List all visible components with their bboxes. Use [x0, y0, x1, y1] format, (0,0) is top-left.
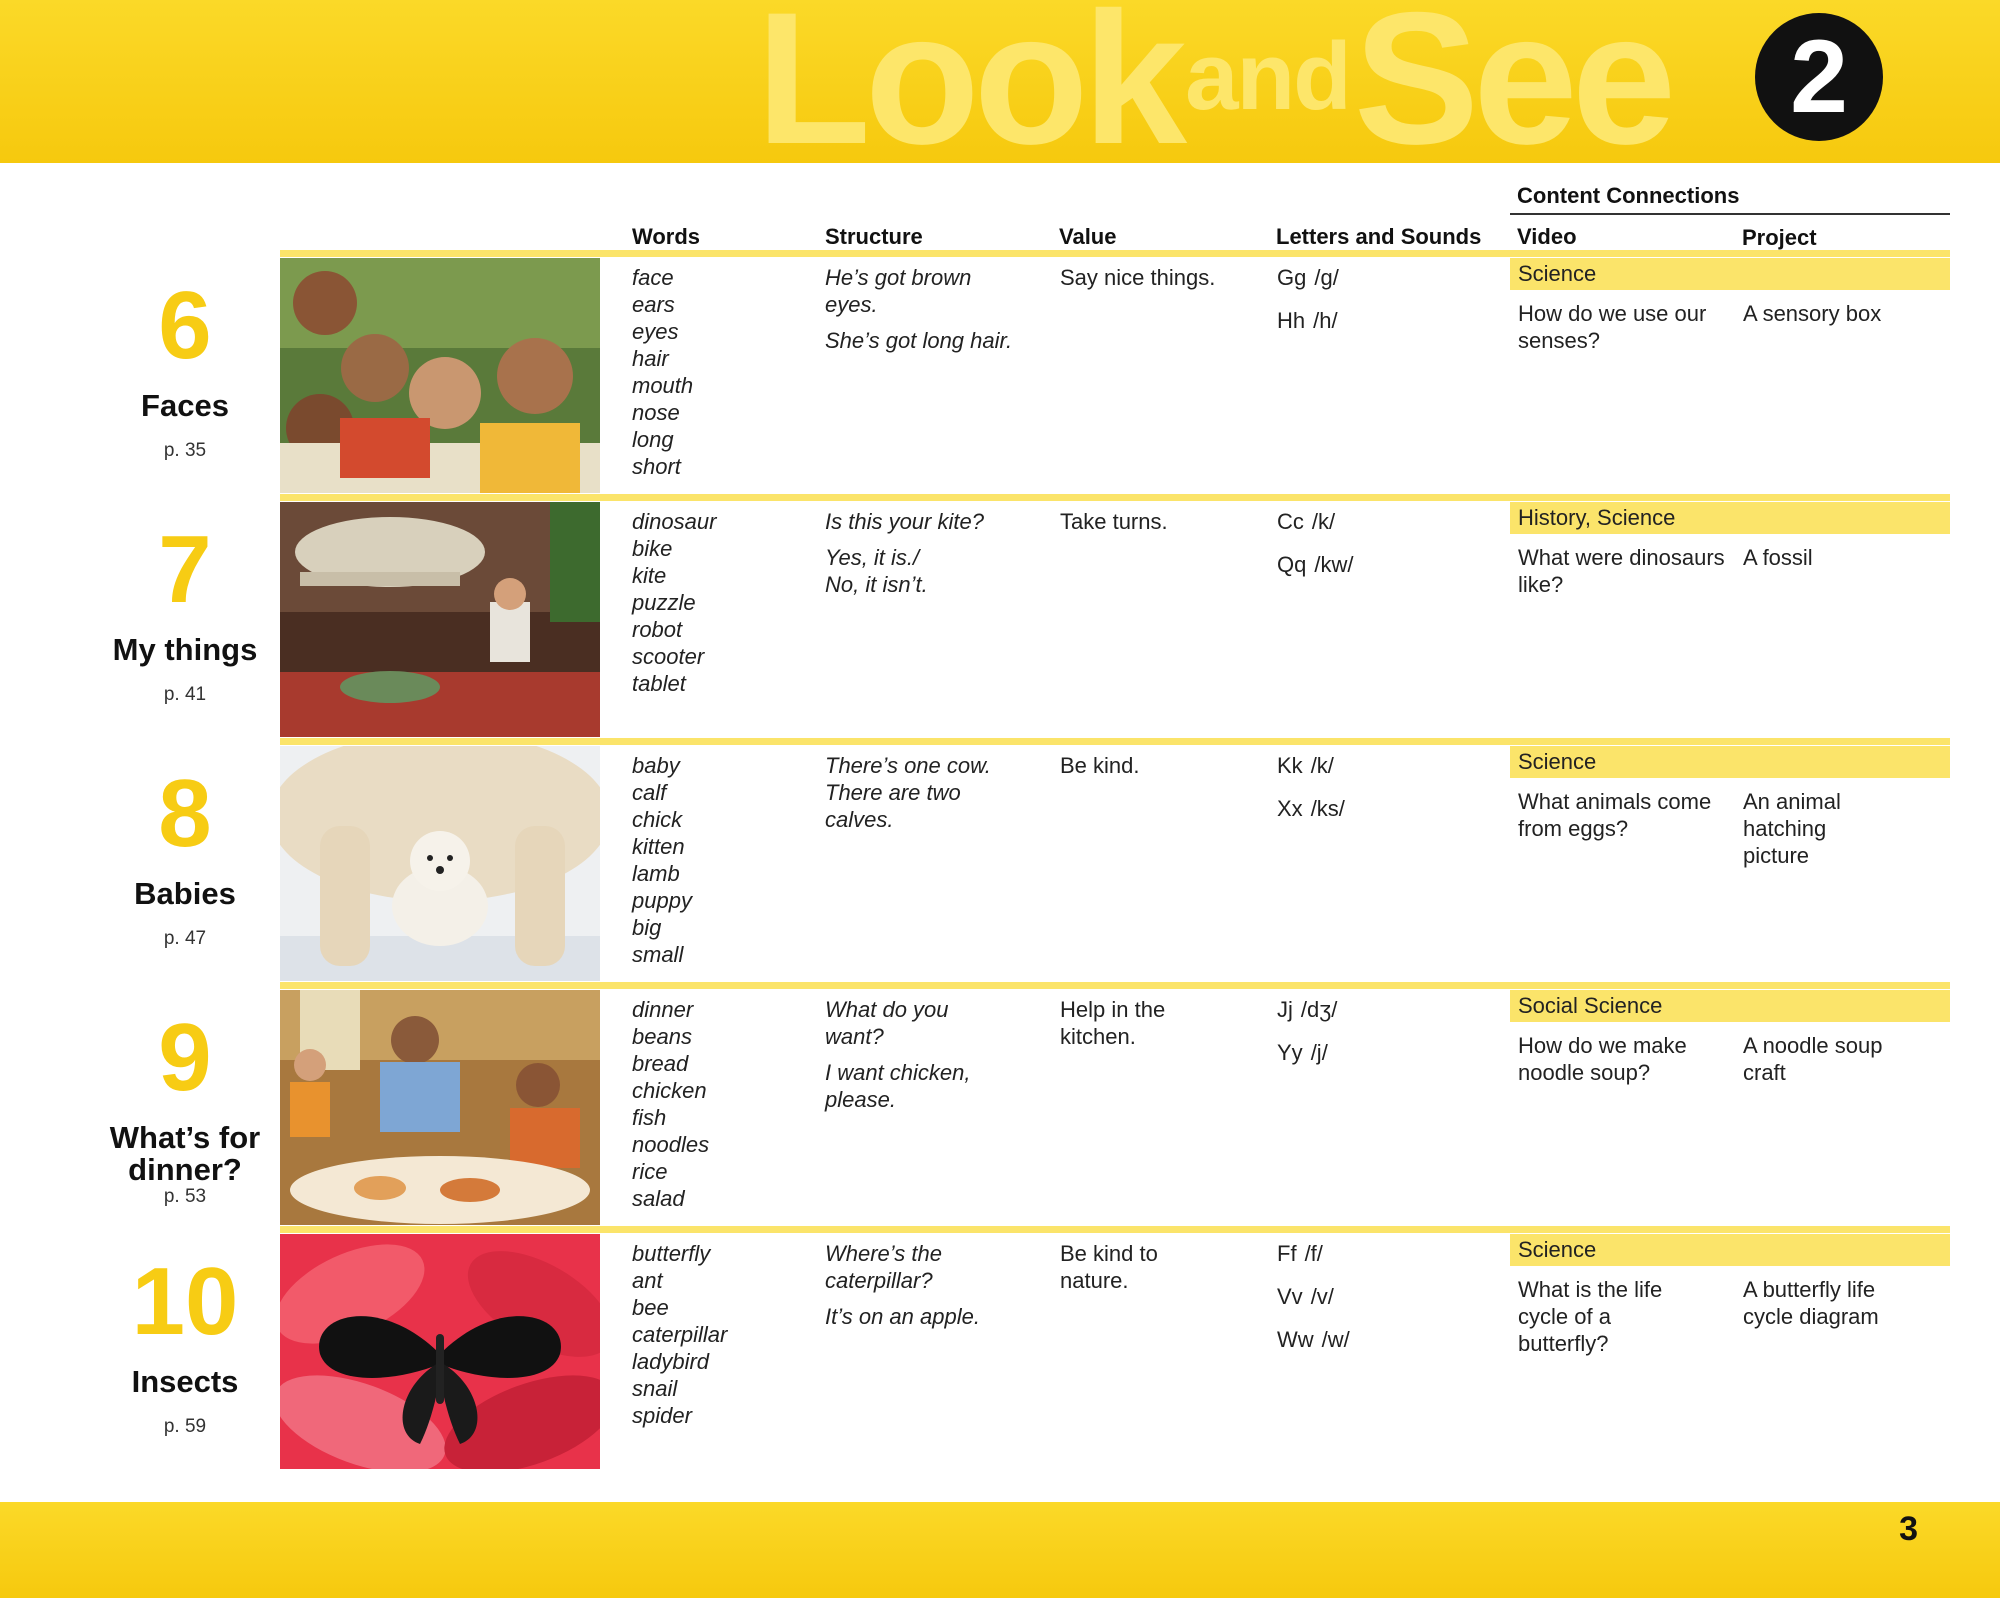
word: puzzle	[632, 590, 696, 615]
words-list	[632, 752, 692, 968]
value-header: Value	[1059, 224, 1117, 249]
structure-line: Yes, it is./ No, it isn’t.	[825, 545, 928, 597]
word: ant	[632, 1268, 663, 1293]
word: lamb	[632, 861, 680, 886]
row-divider	[280, 250, 1950, 257]
unit-photo-my-things	[280, 502, 600, 737]
project-header: Project	[1742, 225, 1817, 250]
unit-title: Faces	[141, 388, 229, 423]
subject-tag: History, Science	[1510, 502, 1950, 534]
word: kitten	[632, 834, 685, 859]
letter-sound: Gg /g/	[1277, 265, 1339, 290]
unit-title: Babies	[134, 876, 236, 911]
letter-sound: Ww /w/	[1277, 1327, 1350, 1352]
word: tablet	[632, 671, 686, 696]
word: fish	[632, 1105, 667, 1130]
page-number: 3	[1899, 1510, 1918, 1548]
letter-sound: Cc /k/	[1277, 509, 1336, 534]
letter-sound: Kk /k/	[1277, 753, 1334, 778]
video-question: What animals come from eggs?	[1518, 789, 1712, 841]
unit-number: 9	[158, 1004, 212, 1111]
words-header: Words	[632, 224, 701, 249]
letter-sound: Hh /h/	[1277, 308, 1338, 333]
word: nose	[632, 400, 680, 425]
structure-line: It’s on an apple.	[825, 1304, 980, 1329]
video-question: What is the life cycle of a butterfly?	[1518, 1277, 1663, 1356]
footer-band	[0, 1502, 2000, 1598]
unit-page: p. 35	[163, 440, 207, 461]
word: scooter	[632, 644, 705, 669]
words-list	[632, 264, 693, 480]
unit-number: 10	[131, 1248, 239, 1355]
unit-row-10	[0, 1234, 2000, 1478]
word: long	[632, 427, 674, 452]
unit-row-8	[0, 746, 2000, 990]
structure-text	[825, 996, 1025, 1122]
word: chick	[632, 807, 683, 832]
project-text: A fossil	[1743, 545, 1813, 570]
subject-tag: Science	[1510, 258, 1950, 290]
word: rice	[632, 1159, 668, 1184]
structure-line: There’s one cow. There are two calves.	[825, 753, 991, 832]
word: snail	[632, 1376, 678, 1401]
word: calf	[632, 780, 667, 805]
content-connections-header: Content Connections	[1517, 183, 1740, 208]
content-connections-rule	[1510, 213, 1950, 215]
project-text: An animal hatching picture	[1743, 789, 1841, 868]
video-question: How do we make noodle soup?	[1518, 1033, 1687, 1085]
video-question: How do we use our senses?	[1518, 301, 1707, 353]
level-badge: 2	[1755, 13, 1883, 141]
structure-text	[825, 508, 1025, 607]
unit-photo-dinner	[280, 990, 600, 1225]
unit-title: What’s for dinner?	[109, 1120, 261, 1187]
title-see: See	[1353, 0, 1671, 183]
unit-page: p. 59	[163, 1416, 207, 1437]
word: short	[632, 454, 681, 479]
value-text: Be kind.	[1060, 753, 1140, 778]
word: kite	[632, 563, 667, 588]
word: big	[632, 915, 662, 940]
unit-row-6	[0, 258, 2000, 502]
letter-sound: Jj /dʒ/	[1277, 997, 1338, 1022]
title-look: Look	[756, 0, 1182, 183]
unit-photo-faces	[280, 258, 600, 493]
letter-sound: Qq /kw/	[1277, 552, 1354, 577]
word: small	[632, 942, 684, 967]
word: beans	[632, 1024, 692, 1049]
unit-photo-babies	[280, 746, 600, 981]
word: spider	[632, 1403, 692, 1428]
letter-sound: Xx /ks/	[1277, 796, 1345, 821]
letters-sounds	[1277, 752, 1345, 838]
words-list	[632, 1240, 727, 1429]
unit-page: p. 53	[163, 1186, 207, 1207]
subject-tag: Science	[1510, 746, 1950, 778]
letters-sounds-header: Letters and Sounds	[1276, 224, 1482, 249]
structure-text	[825, 264, 1025, 363]
structure-header: Structure	[825, 224, 923, 249]
unit-page: p. 41	[163, 684, 207, 705]
unit-photo-insects	[280, 1234, 600, 1469]
value-text: Be kind to nature.	[1060, 1241, 1158, 1293]
unit-row-7	[0, 502, 2000, 746]
word: dinner	[632, 997, 694, 1022]
unit-title: My things	[112, 632, 258, 667]
unit-number: 8	[158, 760, 212, 867]
letters-sounds	[1277, 508, 1353, 594]
word: mouth	[632, 373, 694, 398]
project-text: A sensory box	[1743, 301, 1882, 326]
structure-line: He’s got brown eyes.	[825, 265, 972, 317]
letter-sound: Vv /v/	[1277, 1284, 1334, 1309]
structure-line: What do you want?	[825, 997, 949, 1049]
word: ears	[632, 292, 675, 317]
word: face	[632, 265, 674, 290]
structure-line: Where’s the caterpillar?	[825, 1241, 942, 1293]
unit-title: Insects	[131, 1364, 239, 1399]
word: chicken	[632, 1078, 707, 1103]
subject-tag: Science	[1510, 1234, 1950, 1266]
words-list	[632, 996, 709, 1212]
word: eyes	[632, 319, 679, 344]
word: bee	[632, 1295, 669, 1320]
letters-sounds	[1277, 996, 1337, 1082]
word: noodles	[632, 1132, 710, 1157]
unit-number: 7	[158, 516, 212, 623]
video-header: Video	[1517, 224, 1577, 249]
title-and: and	[1185, 23, 1350, 130]
letters-sounds	[1277, 264, 1339, 350]
letter-sound: Ff /f/	[1277, 1241, 1323, 1266]
word: baby	[632, 753, 680, 778]
video-question: What were dinosaurs like?	[1518, 545, 1725, 597]
letter-sound: Yy /j/	[1277, 1040, 1328, 1065]
unit-row-9	[0, 990, 2000, 1234]
structure-text	[825, 1240, 1025, 1339]
project-text: A noodle soup craft	[1743, 1033, 1883, 1085]
word: puppy	[632, 888, 692, 913]
word: butterfly	[632, 1241, 711, 1266]
structure-line: Is this your kite?	[825, 509, 984, 534]
word: ladybird	[632, 1349, 710, 1374]
word: hair	[632, 346, 669, 371]
value-text: Help in the kitchen.	[1060, 997, 1166, 1049]
book-title	[756, 0, 1670, 186]
word: salad	[632, 1186, 685, 1211]
words-list	[632, 508, 716, 697]
structure-line: I want chicken, please.	[825, 1060, 971, 1112]
subject-tag: Social Science	[1510, 990, 1950, 1022]
word: robot	[632, 617, 683, 642]
project-text: A butterfly life cycle diagram	[1743, 1277, 1879, 1329]
word: bike	[632, 536, 673, 561]
word: caterpillar	[632, 1322, 728, 1347]
unit-page: p. 47	[163, 928, 207, 949]
letters-sounds	[1277, 1240, 1350, 1369]
unit-number: 6	[158, 272, 212, 379]
word: bread	[632, 1051, 689, 1076]
value-text: Take turns.	[1060, 509, 1168, 534]
structure-line: She’s got long hair.	[825, 328, 1013, 353]
structure-text	[825, 752, 1025, 842]
word: dinosaur	[632, 509, 717, 534]
value-text: Say nice things.	[1060, 265, 1216, 290]
